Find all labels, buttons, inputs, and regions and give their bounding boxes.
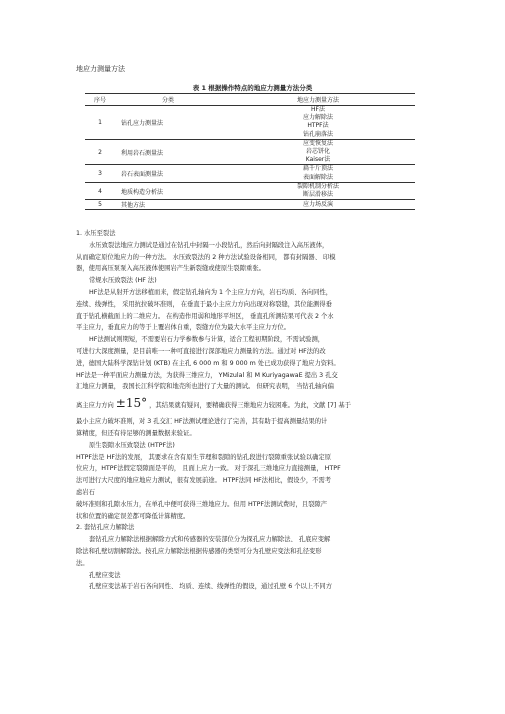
method-item: 裂隙机制分析法 [296,182,339,190]
table-caption: 表 1 根据操作特点的地应力测量方法分类 [192,84,313,92]
paragraph-line: HTPF法是 HF法的发展， 其要求在含有原生节理和裂隙的钻孔段进行裂隙重张试验以确定原 [76,453,332,461]
paragraph-line: 位应力，HTPF法假定裂隙面是平的， 且面上应力一致。 对于深孔三维地应力直接测量， HTPF [76,465,341,473]
paragraph-line: 破坏准则和孔隙水压力，在单孔中便可获得三维地应力。但用 HTPF法测试费时，且裂隙产 [76,500,327,508]
cell-category: 地质构造分析法 [115,182,221,199]
paragraph-line: 法可进行大尺度的地应地应力测试，很有发展前途。 HTPF法同 HF法相比，假设少，不需考 [76,477,332,485]
cell-methods [221,106,415,140]
text-span: ，其结果就有疑问，要精确获得三维地应力较困难。为此，文献 [7] 基于 [149,402,351,410]
page-title: 地应力测量方法 [76,65,125,73]
table-row [85,106,415,140]
paragraph-line: 可进行大深度测量，是目前唯一一种可直接进行深部地应力测量的方法。通过对 HF法的改 [76,347,326,355]
paragraph-line: 状和位置的确定误差都可降低计算精度。 [76,512,190,520]
table-body [85,106,415,210]
cell-no: 5 [85,200,115,210]
cell-no: 4 [85,182,115,199]
col-header-methods: 地应力测量方法 [221,94,415,106]
col-header-no: 序号 [85,94,115,106]
section-heading: 1. 水压至裂法 [76,230,116,237]
paragraph-line: 平主应力，垂直应力的等于上覆岩体自重，裂缝方位为最大水平主应力方位。 [76,324,291,332]
paragraph-line: 从而确定原位地应力的一种方法。 水压致裂法的 2 种方法试验设备相同， 都有封隔器、 印模 [76,253,336,261]
paragraph-line: 器，使用高压泵泵入高压液体使围岩产生新裂缝或使原生裂隙重张。 [76,265,265,273]
paragraph-line: 水压致裂法地应力测试是通过在钻孔中封隔一小段钻孔，然后向封隔段注入高压液体， [89,241,329,249]
method-item: HTPF法 [307,122,329,130]
paragraph-line: 进，德国大陆科学深钻计划 (KTB) 在主孔 6 000 m 和 9 000 m 处已成功获得了地应力资料。 [76,359,340,367]
paragraph-line: 法。 [76,559,89,567]
method-item: 表面解除法 [302,173,333,181]
paragraph-line [76,393,436,416]
table-row [85,139,415,165]
paragraph-line: 除法和孔壁切割解除法。按孔应力解除法根据传感器的类型可分为孔壁应变法和孔径变形 [76,547,322,555]
subsection-heading: 原生裂隙水压致裂法 (HTPF法) [89,441,175,449]
cell-no: 1 [85,106,115,140]
method-table [85,93,415,210]
method-item: 扁千斤顶法 [302,165,333,173]
subsection-heading: 常规水压致裂法 (HF 法) [89,277,157,285]
method-item: 钻孔崩落法 [302,130,333,138]
cell-no: 2 [85,139,115,165]
paragraph-line: HF法是一种平面应力测量方法，为获得三维应力， YMizulal 和 M KuriyagawaE 提出 3 孔交 [76,371,338,379]
subsection-heading: 孔壁应变法 [89,571,121,579]
paragraph-line: 孔壁应变法基于岩石各向同性、 均质、连续、线弹性的假设，通过孔壁 6 个以上不同方 [89,583,332,591]
paragraph-line: 汇地应力测量， 我国长江科学院和地壳所也进行了大量的测试。 但研究表明， 当钻孔轴向偏 [76,383,334,391]
method-item: 断层滑移法 [302,191,333,199]
cell-methods [221,165,415,182]
cell-category: 岩石表面测量法 [115,165,221,182]
table-row [85,200,415,210]
method-item: 应力解除法 [302,114,333,122]
cell-category: 利用岩石测量法 [115,139,221,165]
cell-category: 钻孔应力测量法 [115,106,221,140]
paragraph-line: HF法测试则期短，不需要岩石力学参数参与计算，适合工程初期阶段，不需试验测， [89,336,325,344]
paragraph-line: 直于钻孔横截面上的二维应力。 在构造作用弱和地形平坦区， 垂直孔所测结果可代表 2 个水 [76,312,334,320]
method-item: 应力场反演 [302,200,333,208]
col-header-category: 分类 [115,94,221,106]
method-item: 岩芯饼化 [305,148,330,156]
cell-methods [221,139,415,165]
table-row [85,165,415,182]
cell-category: 其他方法 [115,200,221,210]
cell-methods [221,200,415,210]
paragraph-line: 连续、线弹性， 采用抗拉破坏准则， 在垂直于最小主应力方向出现对称裂缝，其位能测得垂 [76,300,332,308]
paragraph-line: 虑岩石 [76,488,95,496]
body-text [76,228,436,593]
paragraph-line: 最小主应力破坏准则，对 3 孔交汇 HF法测试理论进行了完善，其有助于提高测量结果的计 [76,418,328,426]
cell-no: 3 [85,165,115,182]
method-item: 应变恢复法 [302,139,333,147]
text-span: 离主应力方向 [76,402,114,410]
table-row [85,182,415,199]
paragraph-line: HF法是从射开方法移植而来，假定钻孔轴向为 1 个主应力方向，岩石均质、各向同性， [89,288,333,296]
table-header-row [85,94,415,106]
paragraph-line: 算精度，但还有待足够的测量数据来验证。 [76,429,196,437]
section-heading: 2. 套钻孔应力解除法 [76,524,135,532]
method-item: HF法 [311,106,325,113]
paragraph-line: 套钻孔应力解除法根据解除方式和传感器的安装部位分为探孔应力解除法、 孔底应变解 [89,536,331,544]
angle-symbol: ±15° [115,396,148,411]
method-item: Kaiser法 [305,156,331,164]
cell-methods [221,182,415,199]
